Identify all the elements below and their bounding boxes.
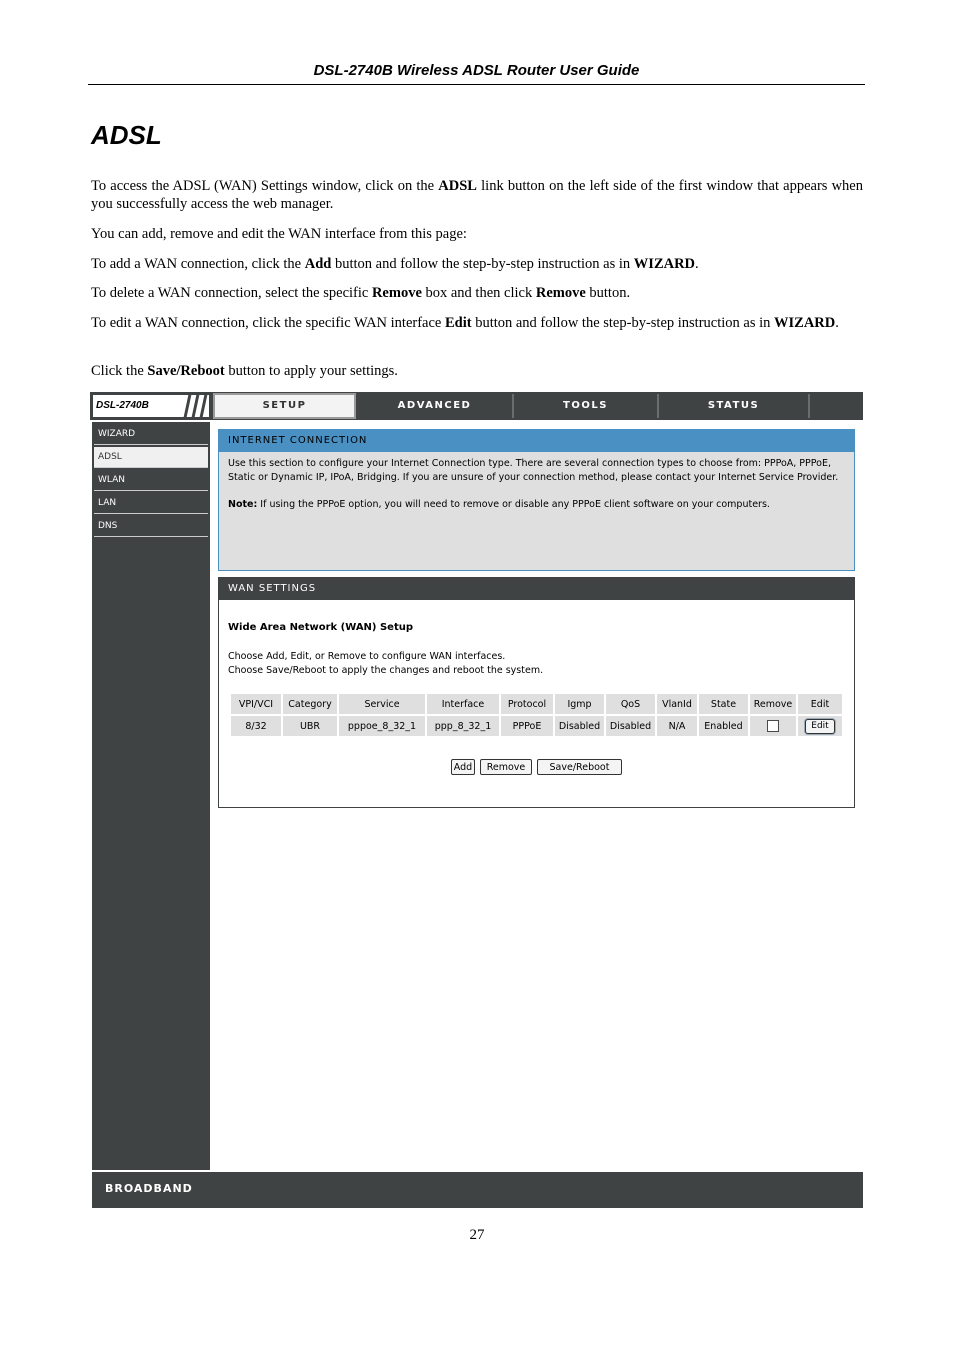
brand-text: DSL-2740B	[96, 400, 149, 411]
logo-slash	[192, 395, 200, 417]
logo-slash	[184, 395, 192, 417]
table-cell: ppp_8_32_1	[427, 716, 499, 736]
document-header: DSL-2740B Wireless ADSL Router User Guide	[313, 62, 640, 79]
text-run: .	[695, 256, 699, 272]
text-run: To add a WAN connection, click the	[91, 256, 305, 272]
bold-term: WIZARD	[633, 256, 696, 272]
text-run: To delete a WAN connection, select the specific	[91, 285, 372, 301]
remove-button[interactable]: Remove	[480, 759, 532, 775]
bold-term: Add	[304, 256, 332, 272]
panel-note	[219, 485, 854, 510]
text-run: link button on the left side of the first window that appears when you successfully access the web manager.	[91, 178, 863, 212]
sidebar-item-lan[interactable]: LAN	[94, 493, 208, 514]
tab-advanced[interactable]: ADVANCED	[357, 394, 514, 418]
column-header: Remove	[750, 694, 796, 714]
table-cell: 8/32	[231, 716, 281, 736]
text-run: To access the ADSL (WAN) Settings window, click on the	[91, 178, 439, 194]
tab-status[interactable]: STATUS	[659, 394, 810, 418]
table-cell: UBR	[283, 716, 337, 736]
text-run: button and follow the step-by-step instruction as in	[471, 315, 775, 331]
bold-term: Save/Reboot	[147, 363, 225, 379]
table-header-row	[231, 694, 842, 714]
save-reboot-button[interactable]: Save/Reboot	[537, 759, 622, 775]
table-cell	[750, 716, 796, 736]
wan-table	[229, 692, 844, 738]
table-cell: N/A	[657, 716, 697, 736]
column-header: State	[699, 694, 748, 714]
wan-description	[228, 650, 543, 678]
panel-title: INTERNET CONNECTION	[219, 430, 854, 452]
text-run: button.	[585, 285, 631, 301]
column-header: Interface	[427, 694, 499, 714]
wan-line: Choose Add, Edit, or Remove to configure WAN interfaces.	[228, 651, 506, 662]
section-title: ADSL	[91, 120, 162, 150]
text-run: button to apply your settings.	[224, 363, 398, 379]
column-header: Edit	[798, 694, 842, 714]
add-button[interactable]: Add	[451, 759, 475, 775]
table-cell: PPPoE	[501, 716, 553, 736]
sidebar	[92, 422, 210, 1170]
router-ui-screenshot	[90, 392, 863, 1208]
brand-logo	[93, 395, 209, 417]
table-row	[231, 716, 842, 736]
table-cell: Disabled	[555, 716, 604, 736]
header-rule	[88, 84, 865, 85]
wan-line: Choose Save/Reboot to apply the changes and reboot the system.	[228, 665, 544, 676]
tab-setup[interactable]: SETUP	[213, 393, 356, 419]
wan-settings-panel	[218, 577, 855, 808]
internet-connection-panel	[218, 429, 855, 571]
paragraph	[91, 284, 863, 302]
sidebar-item-adsl[interactable]: ADSL	[94, 447, 208, 468]
text-run: .	[835, 315, 839, 331]
paragraph	[91, 177, 863, 213]
note-label: Note:	[228, 499, 258, 510]
text-run: To edit a WAN connection, click the specific WAN interface	[91, 315, 445, 331]
column-header: QoS	[606, 694, 655, 714]
bold-term: Edit	[444, 315, 472, 331]
note-text: If using the PPPoE option, you will need to remove or disable any PPPoE client software on your computers.	[257, 499, 770, 510]
panel-title: WAN SETTINGS	[219, 578, 854, 600]
page-number: 27	[469, 1227, 485, 1243]
table-cell: Disabled	[606, 716, 655, 736]
footer-bar	[92, 1172, 863, 1208]
footer-brand: BROADBAND	[105, 1182, 193, 1195]
paragraph	[91, 255, 863, 273]
bold-term: Remove	[535, 285, 586, 301]
table-cell	[798, 716, 842, 736]
logo-slash	[200, 395, 208, 417]
column-header: Service	[339, 694, 425, 714]
bold-term: WIZARD	[774, 315, 836, 331]
sidebar-item-dns[interactable]: DNS	[94, 516, 208, 537]
table-cell: pppoe_8_32_1	[339, 716, 425, 736]
paragraph	[91, 362, 863, 380]
panel-description: Use this section to configure your Internet Connection type. There are several connection types to choose from: PPPoA, PPPoE, Static or Dynamic IP, IPoA, Bridging. If you are unsure of your connection method, please contact your Internet Service Provider.	[228, 458, 839, 483]
top-nav	[90, 392, 863, 420]
text-run: Click the	[91, 363, 148, 379]
wan-heading: Wide Area Network (WAN) Setup	[228, 622, 414, 633]
bold-term: ADSL	[438, 178, 477, 194]
bold-term: Remove	[371, 285, 422, 301]
paragraph	[91, 314, 863, 332]
paragraph	[91, 225, 863, 243]
table-cell: Enabled	[699, 716, 748, 736]
column-header: Category	[283, 694, 337, 714]
sidebar-item-wlan[interactable]: WLAN	[94, 470, 208, 491]
remove-checkbox[interactable]	[767, 720, 779, 732]
text-run: button and follow the step-by-step instruction as in	[331, 256, 634, 272]
tab-tools[interactable]: TOOLS	[514, 394, 659, 418]
column-header: Igmp	[555, 694, 604, 714]
column-header: Protocol	[501, 694, 553, 714]
text-run: You can add, remove and edit the WAN interface from this page:	[91, 226, 467, 242]
text-run: box and then click	[421, 285, 536, 301]
edit-button[interactable]: Edit	[805, 719, 834, 734]
sidebar-item-wizard[interactable]: WIZARD	[94, 424, 208, 445]
column-header: VlanId	[657, 694, 697, 714]
column-header: VPI/VCI	[231, 694, 281, 714]
